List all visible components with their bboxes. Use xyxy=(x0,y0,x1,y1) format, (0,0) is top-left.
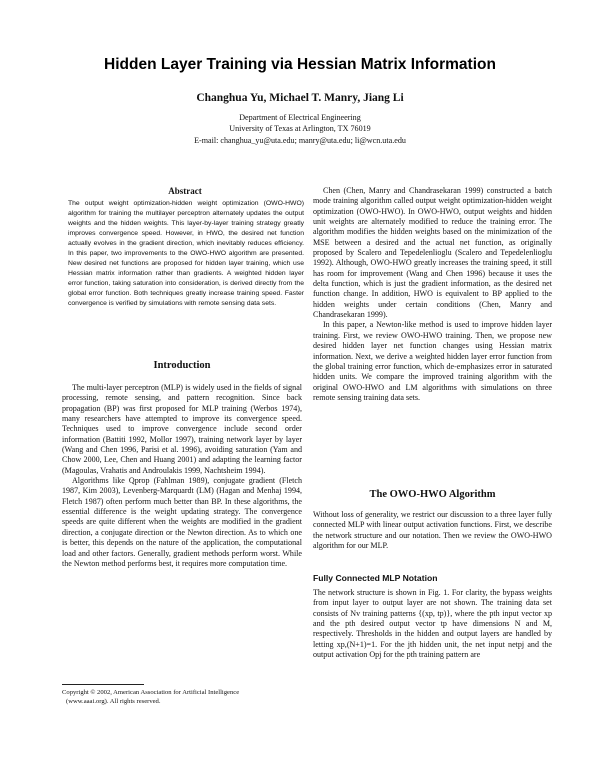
affiliation-dept: Department of Electrical Engineering xyxy=(239,113,361,122)
fully-connected-heading-wrap xyxy=(313,573,552,583)
right-column-paragraph: In this paper, a Newton-like method is used to improve hidden layer training. First, we review OWO-HWO training. Then, we propose new desired hidden layer net function changes using Hessian matrix information. Next, we derive a weighted hidden layer error function from the global training error function, which de-emphasizes error in saturated hidden units. We compare the improved training algorithm with the original OWO-HWO and LM algorithms with simulations on three remote sensing training data sets. xyxy=(313,320,552,402)
affiliation-university: University of Texas at Arlington, TX 76019 xyxy=(229,124,371,134)
owo-hwo-body xyxy=(313,510,552,551)
paper-title: Hidden Layer Training via Hessian Matrix Information xyxy=(104,56,496,73)
paper-authors: Changhua Yu, Michael T. Manry, Jiang Li xyxy=(196,92,404,104)
owo-hwo-paragraph: Without loss of generality, we restrict our discussion to a three layer fully connected MLP with linear output activation functions. First, we describe the network structure and our notation. Then we review the OWO-HWO algorithm for our MLP. xyxy=(313,510,552,551)
right-column-intro xyxy=(313,186,552,403)
owo-hwo-heading-wrap xyxy=(313,489,552,500)
owo-hwo-heading: The OWO-HWO Algorithm xyxy=(369,489,496,500)
introduction-body xyxy=(62,383,302,569)
affiliation-email: E-mail: changhua_yu@uta.edu; manry@uta.edu; li@wcn.uta.edu xyxy=(194,135,406,145)
abstract-text: The output weight optimization-hidden weight optimization (OWO-HWO) algorithm for training the multilayer perceptron alternately updates the output weights and the hidden weights. This layer-by-layer training strategy greatly improves convergence speed. However, in HWO, the desired net function actually evolves in the gradient direction, which inevitably reduces efficiency. In this paper, two improvements to the OWO-HWO algorithm are presented. New desired net functions are proposed for hidden layer training, which use Hessian matrix information rather than gradients. A weighted hidden layer error function, taking saturation into consideration, is derived directly from the global error function. Both techniques greatly increase training speed. Faster convergence is verified by simulations with remote sensing data sets. xyxy=(68,200,304,307)
fully-connected-heading: Fully Connected MLP Notation xyxy=(313,573,438,583)
introduction-heading-wrap xyxy=(62,360,302,371)
abstract-section xyxy=(62,186,308,309)
fully-connected-paragraph: The network structure is shown in Fig. 1. For clarity, the bypass weights from input layer to output layer are not shown. The training data set consists of Nv training patterns {(xp, tp)}, where the pth input vector xp and the pth desired output vector tp have dimensions N and M, respectively. Thresholds in the hidden and output layers are handled by letting xp,(N+1)=1. For the jth hidden unit, the net input netpj and the output activation Opj for the pth training pattern are xyxy=(313,588,552,660)
abstract-heading: Abstract xyxy=(168,186,202,196)
introduction-paragraph: The multi-layer perceptron (MLP) is widely used in the fields of signal processing, remote sensing, and pattern recognition. Since back propagation (BP) was first proposed for MLP training (Werbos 1974), many researchers have attempted to improve its convergence speed. Techniques used to improve convergence include second order information (Battiti 1992, Mollor 1997), training network layer by layer (Wang and Chen 1996, Parisi et al. 1996), avoiding saturation (Yam and Chow 2000, Lee, Chen and Huang 2001) and adapting the learning factor (Magoulas, Vrahatis and Androulakis 1999, Nachtsheim 1994). xyxy=(62,383,302,475)
right-column-paragraph: Chen (Chen, Manry and Chandrasekaran 1999) constructed a batch mode training algorithm called output weight optimization-hidden weight optimization (OWO-HWO). In OWO-HWO, output weights and hidden unit weights are alternately modified to reduce the training error. The algorithm modifies the hidden weights based on the minimization of the MSE between a desired and the actual net function, as originally proposed by Scalero and Tepedelenlioglu (Scalero and Tepedelenlioglu 1992). Although, OWO-HWO greatly increases the training speed, it still has room for improvement (Wang and Chen 1996) because it uses the delta function, which is just the gradient information, as the desired net function change. In addition, HWO is equivalent to BP applied to the hidden weights under certain conditions (Chen, Manry and Chandrasekaran 1999). xyxy=(313,186,552,320)
affiliation-block xyxy=(0,112,600,146)
fully-connected-body xyxy=(313,588,552,660)
introduction-heading: Introduction xyxy=(153,360,211,371)
copyright-footnote xyxy=(62,688,302,706)
copyright-line: Copyright © 2002, American Association for Artificial Intelligence xyxy=(62,689,240,696)
introduction-paragraph: Algorithms like Qprop (Fahlman 1989), conjugate gradient (Fletch 1987, Kim 2003), Levenberg-Marquardt (LM) (Hagan and Menhaj 1994, Fletch 1987) often perform much better than BP. In these algorithms, the essential difference is the weight updating strategy. The convergence speeds are quite different when the weights are modified in the gradient direction, a conjugate direction or the Newton direction. As to which one is better, this depends on the nature of the application, the computational load and other factors. Generally, gradient methods perform worst. While the Newton method performs best, it requires more computation time. xyxy=(62,476,302,568)
footnote-rule xyxy=(62,684,144,685)
copyright-line-2: (www.aaai.org). All rights reserved. xyxy=(66,698,161,705)
